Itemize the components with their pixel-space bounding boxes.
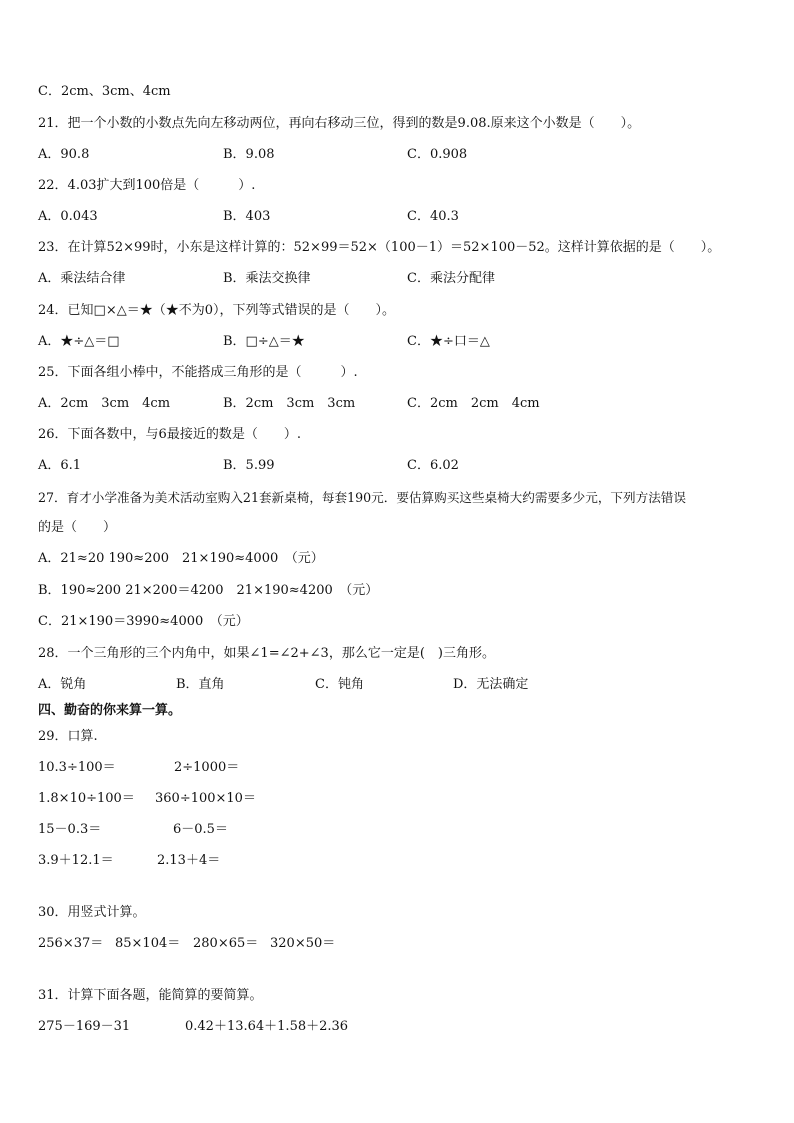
q29-item: 2÷1000＝ [174, 760, 240, 775]
q28-option-a: A．锐角 [38, 677, 87, 692]
q29-question: 29．口算. [38, 729, 98, 744]
q21-option-a: A．90.8 [38, 147, 90, 162]
q24-option-c: C．★÷口＝△ [407, 334, 490, 349]
q26-question: 26．下面各数中，与6最接近的数是（ ）. [38, 427, 301, 442]
q26-option-c: C．6.02 [407, 458, 459, 473]
q31-item: 0.42＋13.64＋1.58＋2.36 [185, 1019, 349, 1034]
q20-option-c: C．2cm、3cm、4cm [38, 84, 171, 99]
q25-option-a: A．2cm 3cm 4cm [38, 396, 171, 411]
q28-option-c: C．钝角 [315, 677, 364, 692]
q22-option-b: B．403 [223, 209, 271, 224]
q21-option-b: B．9.08 [223, 147, 275, 162]
q27-option-a: A．21≈20 190≈200 21×190≈4000 （元） [38, 551, 324, 566]
q27-question-line2: 的是（ ） [38, 520, 117, 535]
q21-option-c: C．0.908 [407, 147, 468, 162]
q29-item: 15－0.3＝ [38, 822, 102, 837]
q22-option-c: C．40.3 [407, 209, 459, 224]
q22-option-a: A．0.043 [38, 209, 98, 224]
q25-option-b: B．2cm 3cm 3cm [223, 396, 356, 411]
q30-item: 85×104＝ [115, 936, 181, 951]
q25-option-c: C．2cm 2cm 4cm [407, 396, 540, 411]
q25-question: 25．下面各组小棒中，不能搭成三角形的是（ ）. [38, 365, 358, 380]
q26-option-b: B．5.99 [223, 458, 275, 473]
q29-item: 10.3÷100＝ [38, 760, 116, 775]
q24-option-b: B．□÷△＝★ [223, 334, 305, 349]
q28-option-d: D．无法确定 [453, 677, 529, 692]
q31-item: 275－169－31 [38, 1019, 131, 1034]
q29-item: 2.13＋4＝ [157, 853, 221, 868]
q23-option-c: C．乘法分配律 [407, 271, 495, 286]
q29-item: 6－0.5＝ [173, 822, 228, 837]
q21-question: 21．把一个小数的小数点先向左移动两位，再向右移动三位，得到的数是9.08.原来这个小数是（ ）。 [38, 116, 641, 131]
q29-item: 1.8×10÷100＝ [38, 791, 135, 806]
q23-option-b: B．乘法交换律 [223, 271, 311, 286]
q27-option-c: C．21×190＝3990≈4000 （元） [38, 614, 249, 629]
q30-item: 320×50＝ [270, 936, 336, 951]
q30-question: 30．用竖式计算。 [38, 905, 146, 920]
q30-item: 280×65＝ [193, 936, 259, 951]
q29-item: 360÷100×10＝ [155, 791, 256, 806]
q28-question: 28．一个三角形的三个内角中，如果∠1=∠2+∠3，那么它一定是( )三角形。 [38, 646, 495, 661]
q28-option-b: B．直角 [176, 677, 225, 692]
q24-question: 24．已知□×△＝★（★不为0），下列等式错误的是（ ）。 [38, 303, 395, 318]
q31-question: 31．计算下面各题，能简算的要简算。 [38, 988, 263, 1003]
q23-question: 23．在计算52×99时，小东是这样计算的：52×99＝52×（100－1）＝52×100－52。这样计算依据的是（ ）。 [38, 240, 721, 255]
q30-item: 256×37＝ [38, 936, 104, 951]
section-heading: 四、勤奋的你来算一算。 [38, 703, 182, 718]
q27-option-b: B．190≈200 21×200＝4200 21×190≈4200 （元） [38, 583, 379, 598]
q22-question: 22．4.03扩大到100倍是（ ）. [38, 178, 256, 193]
q26-option-a: A．6.1 [38, 458, 82, 473]
q23-option-a: A．乘法结合律 [38, 271, 126, 286]
q29-item: 3.9＋12.1＝ [38, 853, 114, 868]
q27-question-line1: 27．育才小学准备为美术活动室购入21套新桌椅，每套190元．要估算购买这些桌椅大约需要多少元，下列方法错误 [38, 490, 686, 505]
q24-option-a: A．★÷△＝□ [38, 334, 120, 349]
